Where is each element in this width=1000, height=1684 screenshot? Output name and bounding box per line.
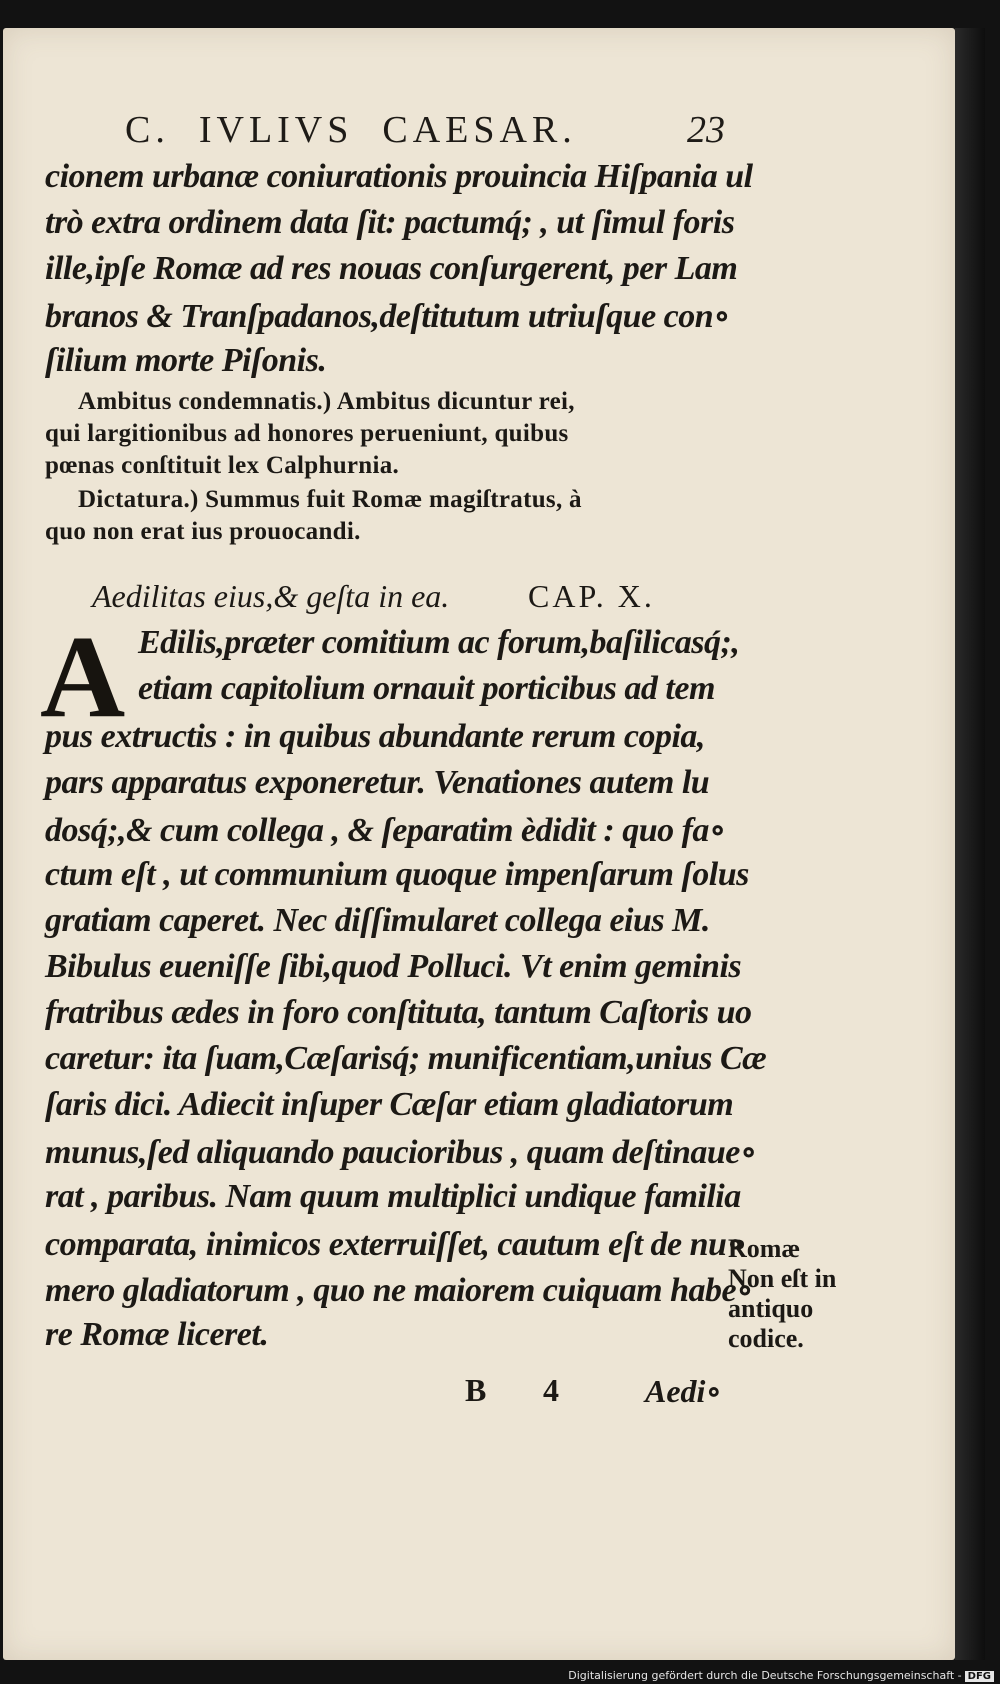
note-line: Dictatura.) Summus fuit Romæ magiſtratus, à bbox=[78, 486, 582, 513]
dfg-logo: DFG bbox=[965, 1671, 994, 1682]
text-line: pars apparatus exponeretur. Venationes autem lu bbox=[45, 764, 710, 801]
text-line: gratiam caperet. Nec diſſimularet collega eius M. bbox=[45, 902, 710, 939]
signature-number: 4 bbox=[543, 1372, 559, 1408]
running-title: C. IVLIVS CAESAR. bbox=[125, 109, 577, 151]
text-line: re Romæ liceret. bbox=[45, 1316, 269, 1353]
text-line: rat , paribus. Nam quum multiplici undique familia bbox=[45, 1178, 741, 1215]
running-header bbox=[125, 108, 725, 158]
drop-capital: A bbox=[40, 611, 126, 742]
text-line: ille,ipſe Romæ ad res nouas conſurgerent, per Lam bbox=[45, 250, 738, 287]
catchword: Aedi∘ bbox=[645, 1373, 723, 1409]
text-line: caretur: ita ſuam,Cæſarisq́; munificentiam,unius Cæ bbox=[45, 1040, 767, 1077]
text-line: ctum eſt , ut communium quoque impenſarum ſolus bbox=[45, 856, 749, 893]
note-line: qui largitionibus ad honores perueniunt, quibus bbox=[45, 420, 569, 447]
text-line: pus extructis : in quibus abundante rerum copia, bbox=[45, 718, 705, 755]
note-line: Ambitus condemnatis.) Ambitus dicuntur rei, bbox=[78, 388, 575, 415]
text-line: branos & Tranſpadanos,deſtitutum utriuſque con∘ bbox=[45, 298, 731, 335]
margin-note-line: codice. bbox=[728, 1324, 804, 1353]
text-line: Edilis,præter comitium ac forum,baſilicasq́;, bbox=[138, 624, 740, 661]
text-line: comparata, inimicos exterruiſſet, cautum eſt de nu∘ bbox=[45, 1226, 744, 1263]
text-line: mero gladiatorum , quo ne maiorem cuiquam habe∘ bbox=[45, 1272, 754, 1309]
text-line: ſilium morte Piſonis. bbox=[45, 342, 327, 379]
page-number: 23 bbox=[687, 109, 725, 151]
text-line: ſaris dici. Adiecit inſuper Cæſar etiam gladiatorum bbox=[45, 1086, 734, 1123]
page-edge-shadow bbox=[955, 28, 985, 1660]
digitization-credit bbox=[568, 1669, 994, 1682]
text-line: trò extra ordinem data ſit: pactumq́; , ut ſimul foris bbox=[45, 204, 735, 241]
note-line: quo non erat ius prouocandi. bbox=[45, 518, 361, 545]
margin-note-line: Romæ bbox=[728, 1234, 801, 1263]
text-line: dosq́;,& cum collega , & ſeparatim èdidit : quo fa∘ bbox=[45, 812, 727, 849]
text-line: fratribus ædes in foro conſtituta, tantum Caſtoris uo bbox=[45, 994, 752, 1031]
note-line: pœnas conſtituit lex Calphurnia. bbox=[45, 452, 400, 479]
text-line: Bibulus eueniſſe ſibi,quod Polluci. Vt enim geminis bbox=[45, 948, 742, 985]
text-line: cionem urbanæ coniurationis prouincia Hiſpania ul bbox=[45, 158, 753, 195]
chapter-number: CAP. X. bbox=[528, 578, 655, 614]
chapter-heading: Aedilitas eius,& geſta in ea. bbox=[92, 578, 450, 614]
margin-note-line: Non eſt in bbox=[728, 1264, 837, 1293]
margin-note-line: antiquo bbox=[728, 1294, 814, 1323]
text-line: etiam capitolium ornauit porticibus ad tem bbox=[138, 670, 715, 707]
credit-text: Digitalisierung gefördert durch die Deutsche Forschungsgemeinschaft - bbox=[568, 1669, 962, 1682]
text-line: munus,ſed aliquando paucioribus , quam deſtinaue∘ bbox=[45, 1134, 757, 1171]
signature-mark: B bbox=[465, 1372, 487, 1408]
